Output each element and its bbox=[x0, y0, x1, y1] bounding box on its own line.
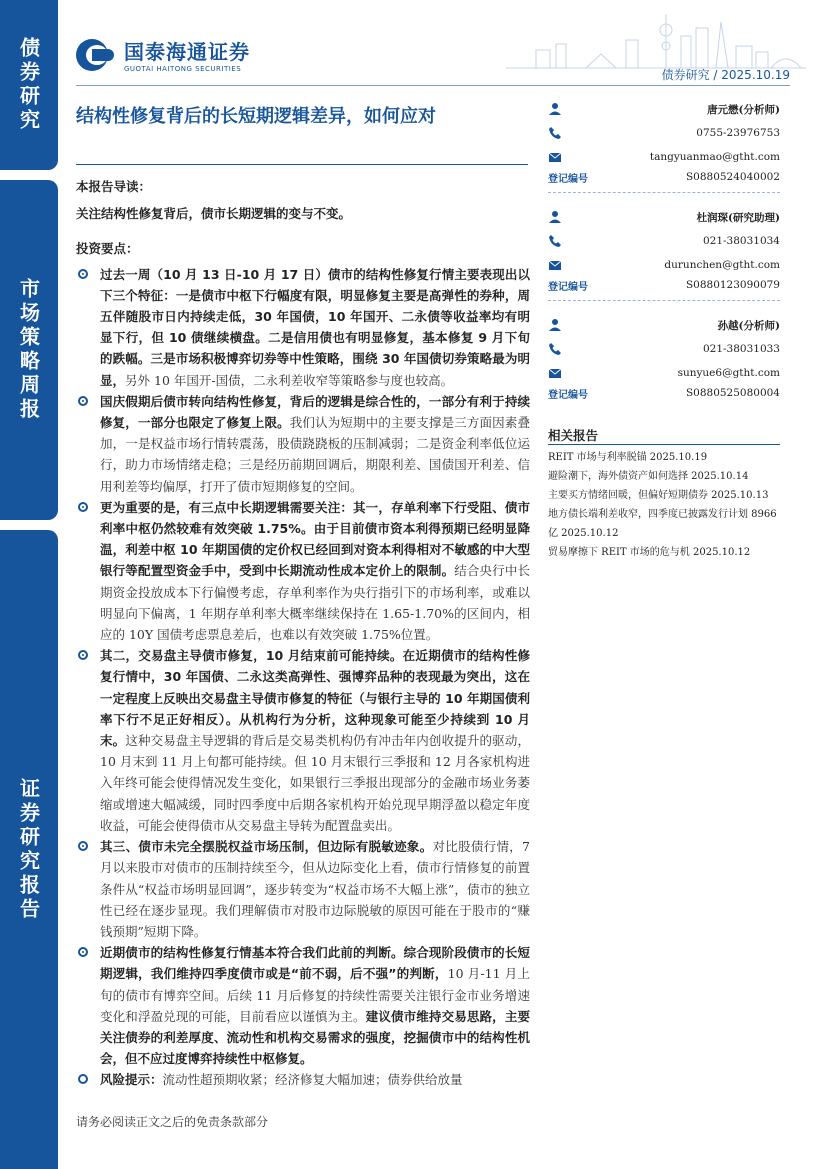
sidebar-report-class-text: 证券研究报告 bbox=[16, 777, 41, 922]
analyst-panel bbox=[548, 100, 780, 412]
bullet-point bbox=[76, 497, 530, 645]
bullet-icon bbox=[78, 396, 88, 406]
guide-text: 关注结构性修复背后，债市长期逻辑的变与不变。 bbox=[76, 206, 352, 222]
bullet-bold-text: 其二，交易盘主导债市修复，10 月结束前可能持续。在近期债市的结构性修复行情中，30 年国债、二永这类高弹性、强博弈品种的表现最为突出，这在一定程度上反映出交易盘主导债市修复的特征（与银行主导的 10 年期国债利率下行不足正好相反）。从机构行为分析，这种现象可能至少持续到 10 月末。 bbox=[100, 648, 530, 749]
analyst-email[interactable]: durunchen@gtht.com bbox=[664, 259, 780, 271]
city-skyline-icon bbox=[506, 10, 806, 70]
reg-label: 登记编号 bbox=[548, 389, 588, 401]
analyst-email[interactable]: tangyuanmao@gtht.com bbox=[649, 151, 780, 163]
bullet-text: 对比股债行情，7 月以来股市对债市的压制持续至今，但从边际变化上看，债市行情修复的前置条件从“权益市场明显回调”，逐步转变为“权益市场不大幅上涨”，债市的独立性已经在逐步显现。我们理解债市对股市边际脱敏的原因可能在于股市的“赚钱预期”短期下降。 bbox=[100, 839, 530, 939]
person-pen-icon bbox=[548, 318, 562, 332]
company-name-cn: 国泰海通证券 bbox=[124, 40, 250, 64]
title-divider bbox=[76, 164, 528, 165]
risk-text: 流动性超预期收紧；经济修复大幅加速；债券供给放量 bbox=[162, 1072, 463, 1088]
bullet-point bbox=[76, 942, 530, 1069]
points-label: 投资要点： bbox=[76, 241, 139, 257]
bullet-icon bbox=[78, 1074, 88, 1084]
bullet-bold-text: 建议债市维持交易思路，主要关注债券的利差厚度、流动性和机构交易需求的强度，挖掘债市中的结构性机会，但不应过度博弈持续性中枢修复。 bbox=[100, 1008, 530, 1067]
header-divider bbox=[76, 85, 790, 86]
page-header bbox=[58, 0, 826, 95]
risk-note bbox=[76, 1069, 530, 1090]
sidebar-report-type bbox=[0, 180, 58, 520]
bullet-text: 结合央行中长期资金投放成本下行偏慢考虑，存单利率作为央行指引下的市场利率，或难以明显向下偏离，1 年期存单利率大概率继续保持在 1.65-1.70%的区间内，相应的 10Y 国债考虑票息差后，也难以有效突破 1.75%位置。 bbox=[100, 563, 530, 643]
guide-label: 本报告导读： bbox=[76, 179, 152, 194]
related-divider bbox=[548, 444, 780, 445]
disclaimer-note: 请务必阅读正文之后的免责条款部分 bbox=[76, 1115, 269, 1129]
related-report-item[interactable]: REIT 市场与利率脱锚 2025.10.19 bbox=[548, 452, 708, 463]
header-category: 债券研究 bbox=[661, 68, 710, 82]
bullet-point bbox=[76, 645, 530, 836]
bullet-bold-text: 其三、债市未完全摆脱权益市场压制，但边际有脱敏迹象。 bbox=[100, 839, 433, 855]
bullet-point bbox=[76, 836, 530, 942]
analyst-phone: 021-38031033 bbox=[702, 343, 780, 355]
analyst-card bbox=[548, 100, 780, 204]
sidebar-category bbox=[0, 0, 58, 170]
header-date: 2025.10.19 bbox=[721, 68, 790, 82]
sidebar-report-class bbox=[0, 530, 58, 1169]
company-logo bbox=[76, 36, 250, 73]
bullet-text: 这种交易盘主导逻辑的背后是交易类机构仍有冲击年内创收提升的驱动，10 月末到 11 月上旬都可能持续。但 10 月末银行三季报和 12 月各家机构进入年终可能会使得情况发生变化，如果银行三季报出现部分的金融市场业务萎缩或增速大幅减缓，同时四季度中后期各家机构开始兑现早期浮盈以稳定年度收益，可能会使得债市从交易盘主导转为配置盘卖出。 bbox=[100, 733, 530, 833]
bullet-bold-text: 近期债市的结构性修复行情基本符合我们此前的判断。综合现阶段债市的长短期逻辑，我们维持四季度债市或是“前不弱，后不强”的判断， bbox=[100, 945, 530, 982]
logo-mark-icon bbox=[76, 39, 116, 71]
analyst-phone: 021-38031034 bbox=[702, 235, 780, 247]
sidebar-report-type-text: 市场策略周报 bbox=[16, 278, 41, 422]
bullet-point bbox=[76, 391, 530, 497]
reg-label: 登记编号 bbox=[548, 173, 588, 185]
analyst-name: 孙越(分析师) bbox=[717, 319, 780, 332]
bullet-icon bbox=[78, 650, 88, 660]
related-reports-title: 相关报告 bbox=[548, 428, 599, 443]
header-meta bbox=[662, 66, 790, 83]
analyst-name: 杜润琛(研究助理) bbox=[696, 211, 780, 224]
analyst-card bbox=[548, 308, 780, 412]
analyst-card bbox=[548, 204, 780, 308]
analyst-divider bbox=[548, 192, 780, 193]
analyst-email[interactable]: sunyue6@gtht.com bbox=[677, 367, 780, 379]
analyst-name: 唐元懋(分析师) bbox=[707, 103, 780, 116]
header-separator: / bbox=[713, 68, 718, 82]
bullet-point bbox=[76, 264, 530, 391]
phone-icon bbox=[548, 342, 562, 356]
related-report-item[interactable]: 主要买方情绪回暖，但偏好短期债券 2025.10.13 bbox=[548, 490, 769, 501]
bullet-icon bbox=[78, 947, 88, 957]
bullet-icon bbox=[78, 269, 88, 279]
sidebar-category-text: 债券研究 bbox=[16, 37, 41, 133]
mail-icon bbox=[548, 366, 562, 380]
bullet-icon bbox=[78, 502, 88, 512]
bullet-text: 另外 10 年国开-国债，二永利差收窄等策略参与度也较高。 bbox=[125, 372, 454, 388]
phone-icon bbox=[548, 126, 562, 140]
bullet-bold-text: 过去一周（10 月 13 日-10 月 17 日）债市的结构性修复行情主要表现出以下三个特征：一是债市中枢下行幅度有限，明显修复主要是高弹性的券种，周五伴随股市日内持续走低，30 年国债，10 年国开、二永债等收益率均有明显下行，但 10 债继续横盘。二是信用债也有明显修复，基本修复 9 月下旬的跌幅。三是市场积极博弈切券等中性策略，围绕 30 年国债切券策略最为明显， bbox=[100, 266, 530, 388]
related-report-item[interactable]: 避险潮下，海外债资产如何选择 2025.10.14 bbox=[548, 471, 749, 482]
mail-icon bbox=[548, 258, 562, 272]
reg-label: 登记编号 bbox=[548, 281, 588, 293]
bullet-bold-text: 更为重要的是，有三点中长期逻辑需要关注：其一，存单利率下行受阻、债市利率中枢仍然较难有效突破 1.75%。由于目前债市资本利得预期已经明显降温，利差中枢 10 年期国债的定价权已经回到对资本利得相对不敏感的中大型银行等配置型资金手中，受到中长期流动性成本定价上的限制。 bbox=[100, 499, 530, 579]
person-pen-icon bbox=[548, 102, 562, 116]
bullet-text: 我们认为短期中的主要支撑是三方面因素叠加，一是权益市场行情转震荡，股债跷跷板的压制减弱；二是资金利率低位运行，助力市场情绪走稳；三是经历前期回调后，期限利差、国债国开利差、信用利差等均偏厚，打开了债市短期修复的空间。 bbox=[100, 415, 530, 494]
analyst-reg-number: S0880123090079 bbox=[685, 279, 780, 291]
analyst-divider bbox=[548, 300, 780, 301]
mail-icon bbox=[548, 150, 562, 164]
related-reports-list bbox=[548, 448, 780, 562]
analyst-reg-number: S0880525080004 bbox=[685, 387, 780, 399]
company-name-en: GUOTAI HAITONG SECURITIES bbox=[124, 65, 242, 73]
report-title: 结构性修复背后的长短期逻辑差异，如何应对 bbox=[76, 106, 436, 127]
related-report-item[interactable]: 贸易摩擦下 REIT 市场的危与机 2025.10.12 bbox=[548, 547, 751, 558]
person-pen-icon bbox=[548, 210, 562, 224]
bullet-text: 10 月-11 月上旬的债市有博弈空间。后续 11 月后修复的持续性需要关注银行金市业务增速变化和浮盈兑现的可能，目前看应以谨慎为主。 bbox=[100, 966, 531, 1024]
sidebar bbox=[0, 0, 58, 1169]
phone-icon bbox=[548, 234, 562, 248]
analyst-phone: 0755-23976753 bbox=[696, 127, 780, 139]
bullet-icon bbox=[78, 841, 88, 851]
risk-label: 风险提示： bbox=[100, 1072, 163, 1088]
related-report-item[interactable]: 地方债长端利差收窄，四季度已披露发行计划 8966 亿 2025.10.12 bbox=[548, 509, 777, 539]
report-body bbox=[76, 176, 530, 1091]
analyst-reg-number: S0880524040002 bbox=[685, 171, 780, 183]
bullet-bold-text: 国庆假期后债市转向结构性修复，背后的逻辑是综合性的，一部分有利于持续修复，一部分也限定了修复上限。 bbox=[100, 393, 530, 431]
